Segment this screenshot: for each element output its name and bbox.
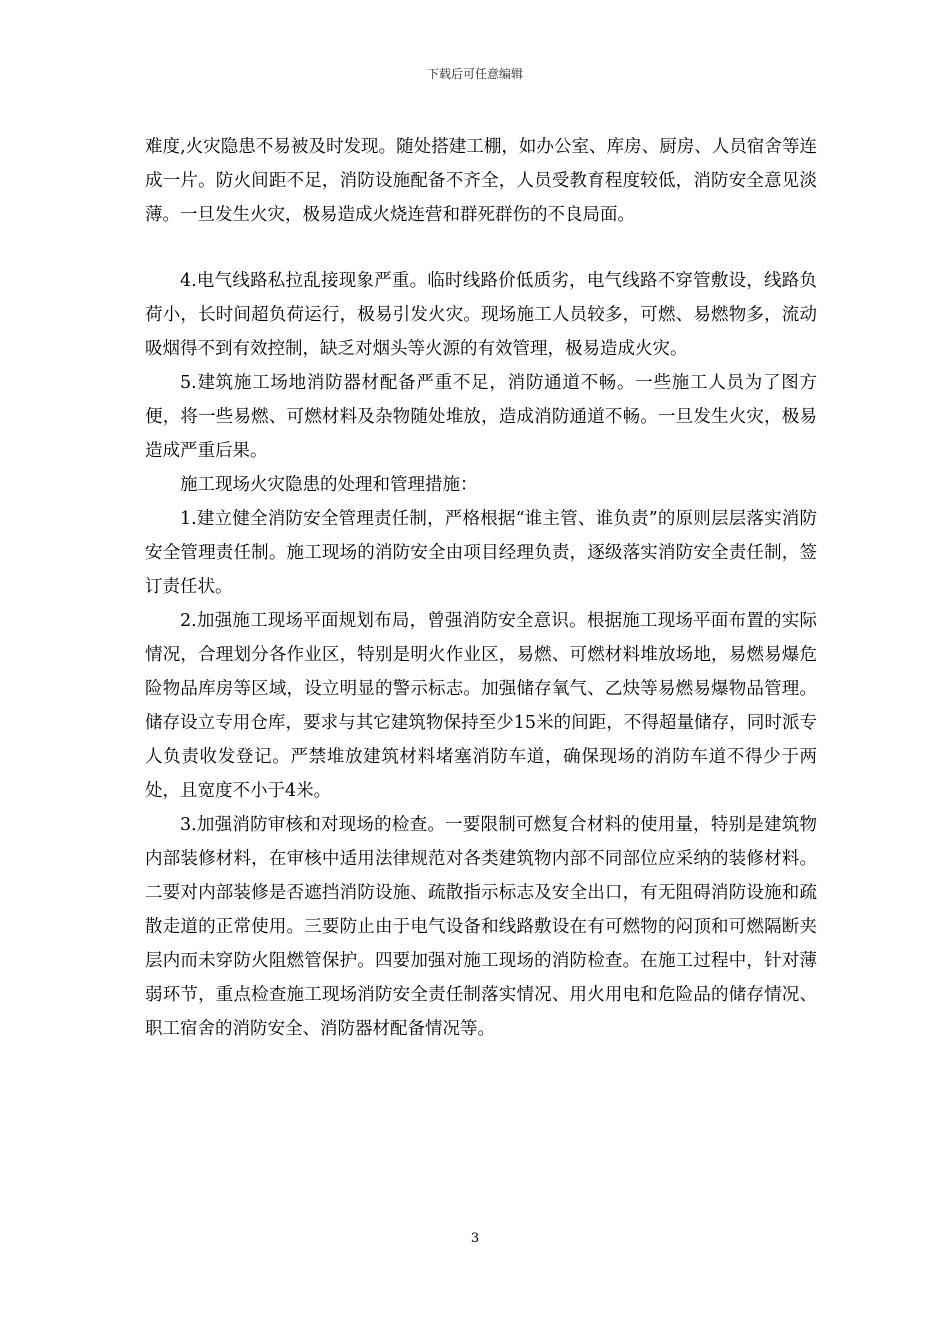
paragraph-item-5: 5.建筑施工场地消防器材配备严重不足，消防通道不畅。一些施工人员为了图方便，将一些易燃、可燃材料及杂物随处堆放，造成消防通道不畅。一旦发生火灾，极易造成严重后果。 bbox=[145, 373, 817, 461]
paragraph-measure-3: 3.加强消防审核和对现场的检查。一要限制可燃复合材料的使用量，特别是建筑物内部装修材料，在审核中适用法律规范对各类建筑物内部不同部位应采纳的装修材料。二要对内部装修是否遮挡消防设施、疏散指示标志及安全出口，有无阻碍消防设施和疏散走道的正常使用。三要防止由于电气设备和线路敷设在有可燃物的闷顶和可燃隔断夹层内而未穿防火阻燃管保护。四要加强对施工现场的消防检查。在施工过程中，针对薄弱环节，重点检查施工现场消防安全责任制落实情况、用火用电和危险品的储存情况、职工宿舍的消防安全、消防器材配备情况等。 bbox=[145, 815, 817, 1039]
paragraph-continuation: 难度,火灾隐患不易被及时发现。随处搭建工棚，如办公室、库房、厨房、人员宿舍等连成一片。防火间距不足，消防设施配备不齐全，人员受教育程度较低，消防安全意见淡薄。一旦发生火灾，极易造成火烧连营和群死群伤的不良局面。 bbox=[145, 137, 817, 225]
paragraph-measure-2: 2.加强施工现场平面规划布局，曾强消防安全意识。根据施工现场平面布置的实际情况，合理划分各作业区，特别是明火作业区，易燃、可燃材料堆放场地，易燃易爆危险物品库房等区域，设立明显的警示标志。加强储存氧气、乙炔等易燃易爆物品管理。储存设立专用仓库，要求与其它建筑物保持至少15米的间距，不得超量储存，同时派专人负责收发登记。严禁堆放建筑材料堵塞消防车道，确保现场的消防车道不得少于两处，且宽度不小于4米。 bbox=[145, 611, 817, 801]
paragraph-item-4: 4.电气线路私拉乱接现象严重。临时线路价低质劣，电气线路不穿管敷设，线路负荷小，长时间超负荷运行，极易引发火灾。现场施工人员较多，可燃、易燃物多，流动吸烟得不到有效控制，缺乏对烟头等火源的有效管理，极易造成火灾。 bbox=[145, 271, 817, 359]
paragraph-measure-1: 1.建立健全消防安全管理责任制，严格根据“谁主管、谁负责”的原则层层落实消防安全管理责任制。施工现场的消防安全由项目经理负责，逐级落实消防安全责任制，签订责任状。 bbox=[145, 509, 817, 597]
page-header: 下载后可任意编辑 bbox=[426, 67, 523, 81]
section-heading-measures: 施工现场火灾隐患的处理和管理措施： bbox=[180, 475, 478, 495]
page-number: 3 bbox=[470, 1231, 480, 1246]
paragraph-gap bbox=[145, 232, 817, 264]
document-body bbox=[145, 130, 817, 1046]
